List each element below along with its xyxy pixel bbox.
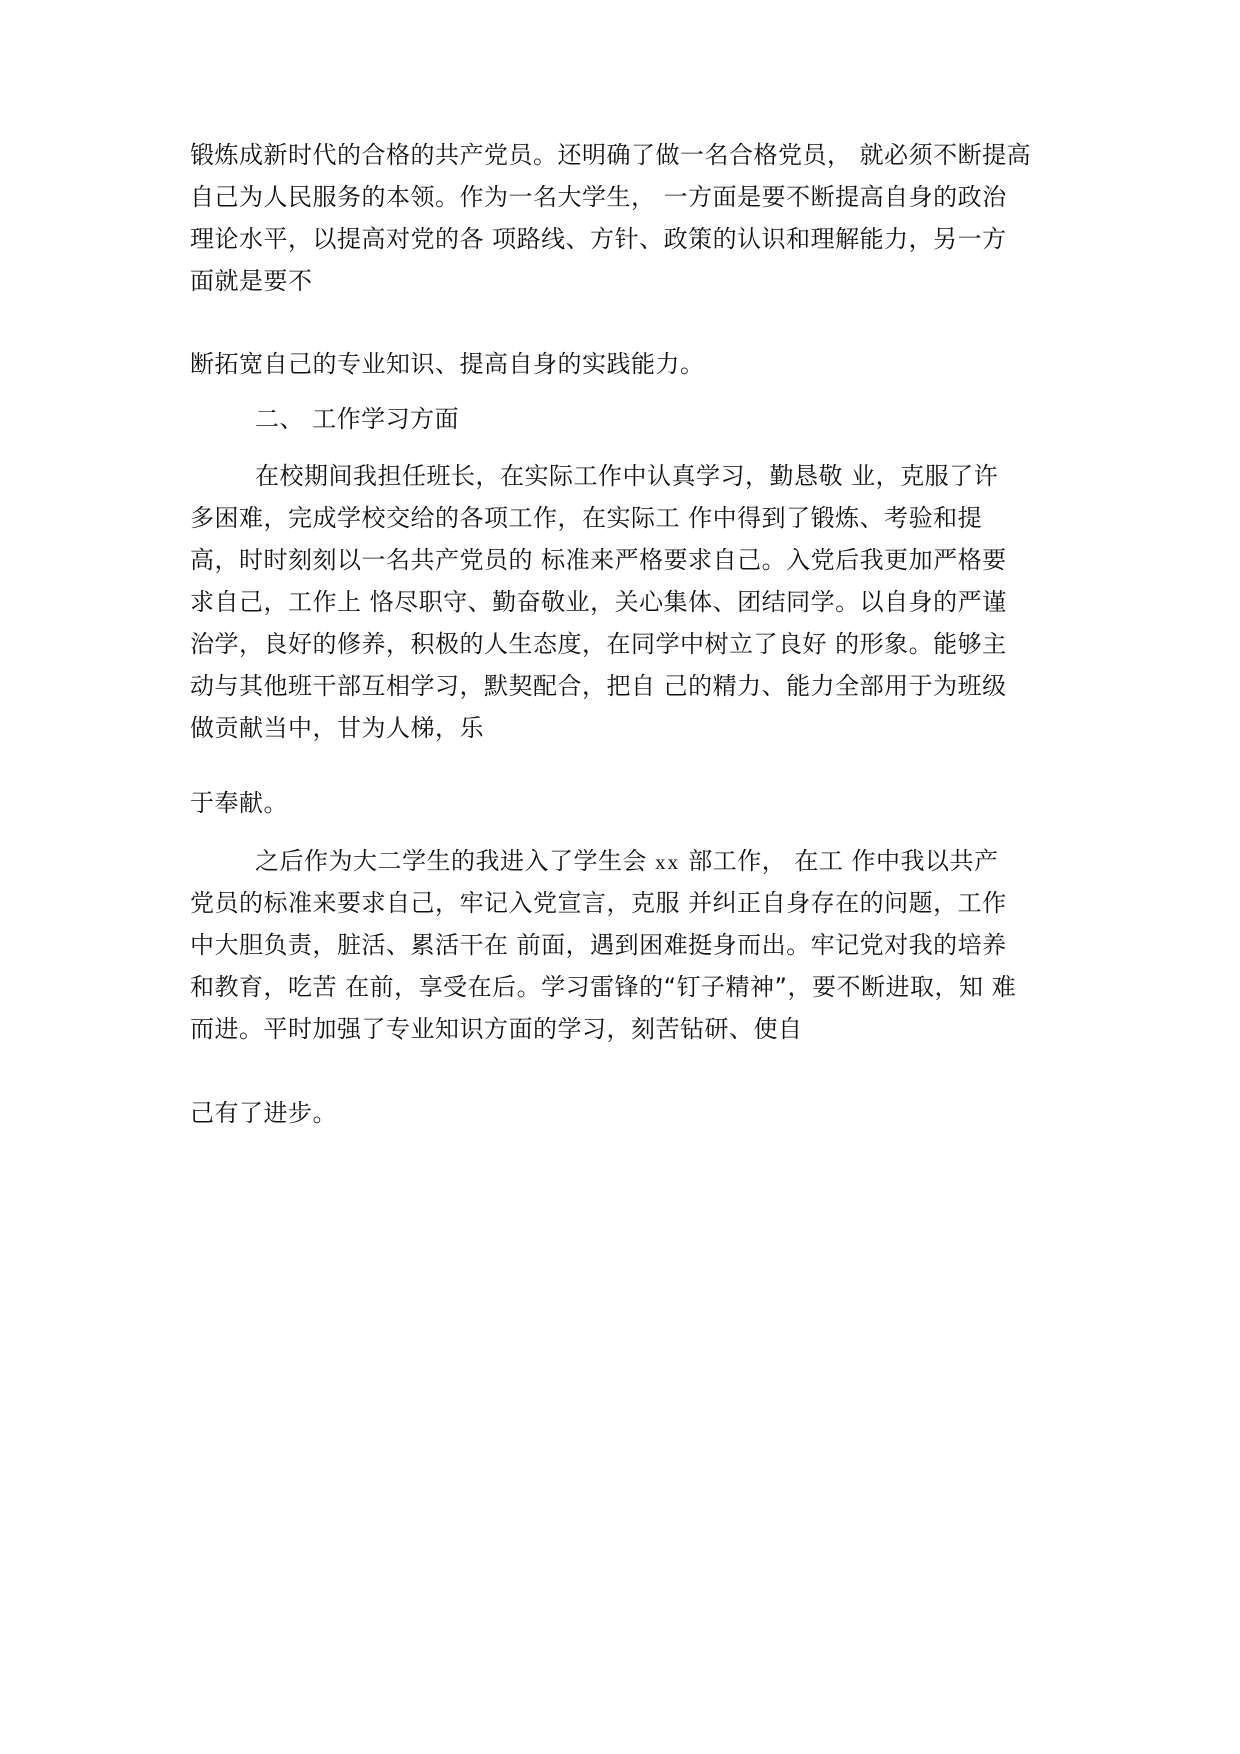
text-line: 自己为人民服务的本领。作为一名大学生， 一方面是要不断提高自身的政治 [190,183,1007,211]
paragraph-student-union [190,840,1090,1050]
section-heading: 二、 工作学习方面 [255,405,460,433]
text-line: 治学，良好的修养，积极的人生态度，在同学中树立了良好 的形象。能够主 [190,630,1007,658]
text-line [190,840,1090,882]
text-segment: 部工作， 在工 作中我以共产 [680,847,999,875]
text-line: 断拓宽自己的专业知识、提高自身的实践能力。 [190,350,705,378]
paragraph-expand-knowledge [190,343,1090,385]
text-line: 动与其他班干部互相学习，默契配合，把自 己的精力、能力全部用于为班级 [190,672,1007,700]
text-line: 在校期间我担任班长，在实际工作中认真学习，勤恳敬 业，克服了许 [255,462,999,490]
text-line: 面就是要不 [190,267,313,295]
section-heading-work-study [255,398,1155,440]
paragraph-progress [190,1092,1090,1134]
text-line: 中大胆负责，脏活、累活干在 前面，遇到困难挺身而出。牢记党对我的培养 [190,931,1007,959]
text-line: 多困难，完成学校交给的各项工作，在实际工 作中得到了锻炼、考验和提 [190,504,983,532]
paragraph-dedication [190,782,1090,824]
text-line: 理论水平，以提高对党的各 项路线、方针、政策的认识和理解能力，另一方 [190,225,1007,253]
text-line: 己有了进步。 [190,1099,337,1127]
department-placeholder: xx [655,850,681,874]
text-segment: 之后作为大二学生的我进入了学生会 [255,847,656,875]
text-line: 做贡献当中，甘为人梯，乐 [190,714,484,742]
paragraph-class-monitor [190,455,1090,749]
text-line: 于奉献。 [190,789,288,817]
text-line: 和教育，吃苦 在前，享受在后。学习雷锋的“钉子精神”，要不断进取，知 难 [190,973,1017,1001]
text-line: 高，时时刻刻以一名共产党员的 标准来严格要求自己。入党后我更加严格要 [190,546,1007,574]
paragraph-party-member-standards [190,134,1090,302]
text-line: 锻炼成新时代的合格的共产党员。还明确了做一名合格党员， 就必须不断提高 [190,141,1032,169]
text-line: 党员的标准来要求自己，牢记入党宣言，克服 并纠正自身存在的问题，工作 [190,889,1007,917]
text-line: 而进。平时加强了专业知识方面的学习，刻苦钻研、使自 [190,1015,803,1043]
text-line: 求自己，工作上 恪尽职守、勤奋敬业，关心集体、团结同学。以自身的严谨 [190,588,1007,616]
